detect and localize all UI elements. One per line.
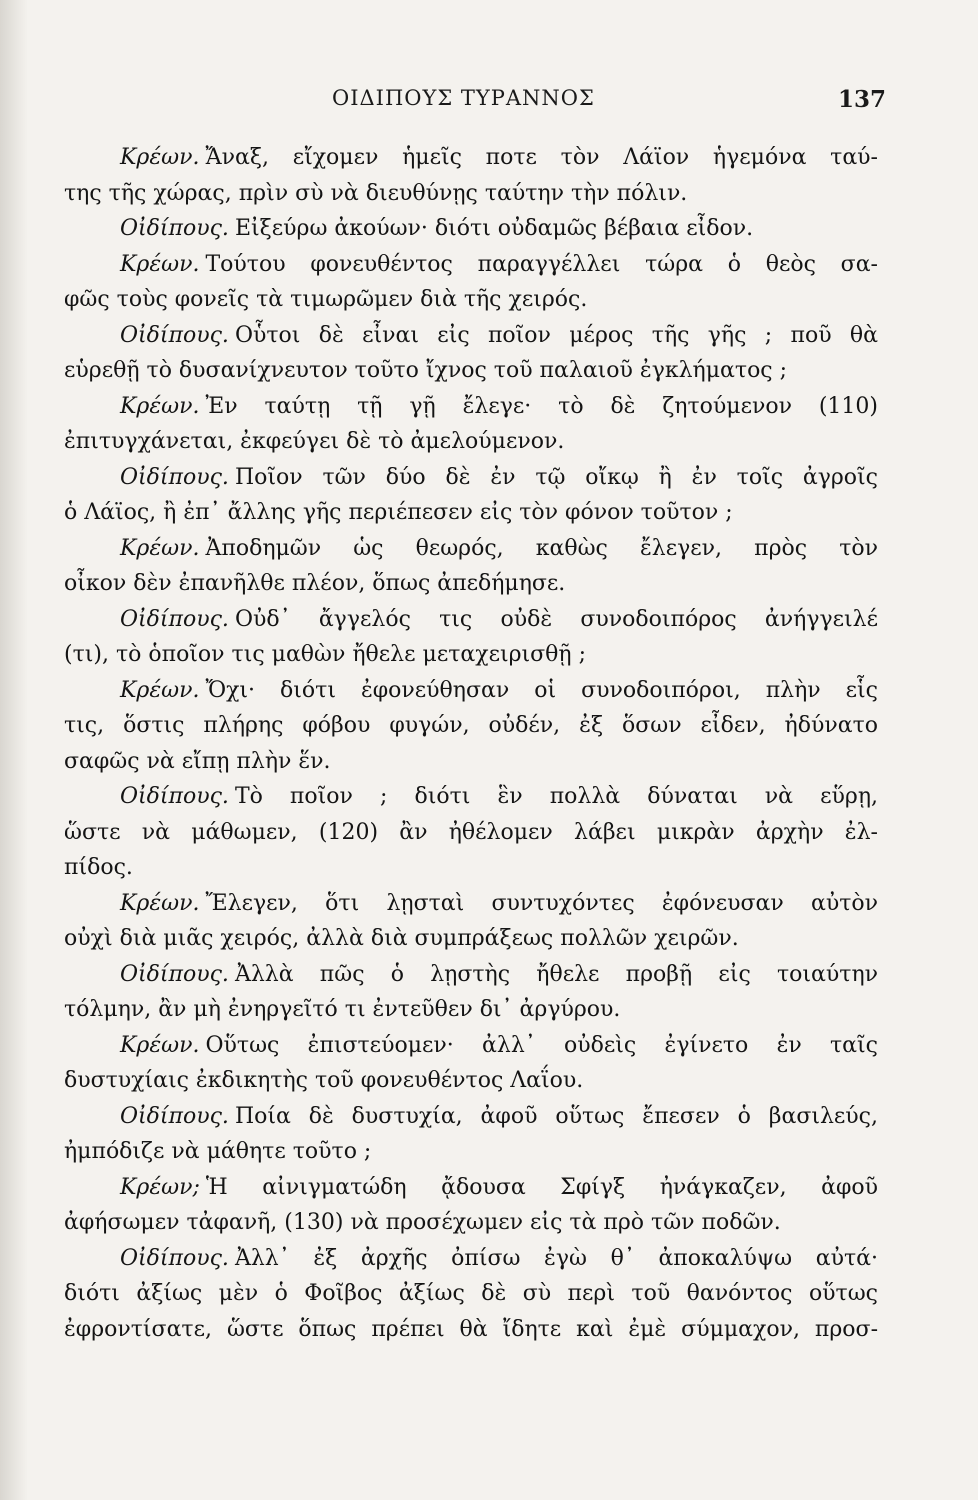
line-text: Ἡ αἰνιγματώδη ᾄδουσα Σφίγξ ἠνάγκαζεν, ἀφοῦ [205,1174,878,1200]
text-line [64,673,878,709]
text-line [64,460,878,496]
line-text: Ἀλλ᾽ ἐξ ἀρχῆς ὀπίσω ἐγὼ θ᾽ ἀποκαλύψω αὐτά· [234,1245,878,1271]
text-line [64,602,878,638]
text-line [64,744,878,780]
line-text: Εἰξεύρω ἀκούων· διότι οὐδαμῶς βέβαια εἶδον. [234,216,754,241]
speaker-name: Οἰδίπους. [120,961,229,987]
text-line [64,282,878,318]
speaker-name: Κρέων. [120,890,200,916]
text-line [64,850,878,886]
line-text: φῶς τοὺς φονεῖς τὰ τιμωρῶμεν διὰ τῆς χειρός. [64,287,588,312]
text-line [64,1241,878,1277]
line-text: τόλμην, ἂν μὴ ἐνηργεῖτό τι ἐντεῦθεν δι᾽ ἀργύρου. [64,997,621,1022]
line-text: Ὄχι· διότι ἐφονεύθησαν οἱ συνοδοιπόροι, πλὴν εἷς [205,677,878,703]
line-text: ἐπιτυγχάνεται, ἐκφεύγει δὲ τὸ ἀμελούμενον. [64,429,565,454]
text-line [64,708,878,744]
running-title: ΟΙΔΙΠΟΥΣ ΤΥΡΑΝΝΟΣ [332,86,595,110]
line-text: ὥστε νὰ μάθωμεν, (120) ἂν ἠθέλομεν λάβει μικρὰν ἀρχὴν ἐλ- [64,819,878,845]
line-text: Τούτου φονευθέντος παραγγέλλει τώρα ὁ θεὸς σα- [205,251,878,277]
text-line [64,353,878,389]
text-line [64,176,878,212]
line-text: ἀφήσωμεν τἀφανῆ, (130) νὰ προσέχωμεν εἰς τὰ πρὸ τῶν ποδῶν. [64,1210,781,1235]
speaker-name: Κρέων. [120,145,200,170]
text-line [64,531,878,567]
text-line [64,921,878,957]
text-line [64,389,878,425]
line-text: τις, ὅστις πλήρης φόβου φυγών, οὐδέν, ἐξ ὅσων εἶδεν, ἠδύνατο [64,713,878,738]
line-text: Ἄναξ, εἴχομεν ἡμεῖς ποτε τὸν Λάϊον ἡγεμόνα ταύ- [205,145,878,170]
text-line [64,424,878,460]
text-line [64,779,878,815]
line-text: ἠμπόδιζε νὰ μάθητε τοῦτο ; [64,1139,372,1164]
line-text: ἐφροντίσατε, ὥστε ὅπως πρέπει θὰ ἴδητε καὶ ἐμὲ σύμμαχον, προσ- [64,1316,878,1342]
line-text: Ἐν ταύτῃ τῇ γῇ ἔλεγε· τὸ δὲ ζητούμενον (110) [205,393,878,419]
speaker-name: Κρέων. [120,251,200,277]
text-line [64,957,878,993]
text-line [64,140,878,176]
dialogue-text [64,140,878,1347]
line-text: οἶκον δὲν ἐπανῆλθε πλέον, ὅπως ἀπεδήμησε. [64,571,566,596]
text-line [64,992,878,1028]
line-text: Ἔλεγεν, ὅτι λῃσταὶ συντυχόντες ἐφόνευσαν αὐτὸν [205,890,878,916]
speaker-name: Κρέων. [120,1032,200,1058]
line-text: Οὐδ᾽ ἄγγελός τις οὐδὲ συνοδοιπόρος ἀνήγγειλέ [234,606,878,632]
text-line [64,1063,878,1099]
line-text: ὁ Λάϊος, ἢ ἐπ᾽ ἄλλης γῆς περιέπεσεν εἰς τὸν φόνον τοῦτον ; [64,500,733,525]
line-text: Τὸ ποῖον ; διότι ἓν πολλὰ δύναται νὰ εὕρῃ, [234,784,878,809]
text-line [64,247,878,283]
text-line [64,495,878,531]
text-line [64,566,878,602]
line-text: Ποῖον τῶν δύο δὲ ἐν τῷ οἴκῳ ἢ ἐν τοῖς ἀγροῖς [234,464,878,490]
text-line [64,886,878,922]
speaker-name: Οἰδίπους. [120,322,229,348]
line-text: δυστυχίαις ἐκδικητὴς τοῦ φονευθέντος Λαΐου. [64,1068,584,1093]
speaker-name: Οἰδίπους. [120,464,229,490]
line-text: Οὗτοι δὲ εἶναι εἰς ποῖον μέρος τῆς γῆς ; ποῦ θὰ [234,322,878,348]
text-line [64,1170,878,1206]
line-text: σαφῶς νὰ εἴπῃ πλὴν ἕν. [64,748,331,774]
line-text: της τῆς χώρας, πρὶν σὺ νὰ διευθύνῃς ταύτην τὴν πόλιν. [64,180,688,206]
speaker-name: Κρέων; [120,1174,200,1200]
speaker-name: Οἰδίπους. [120,1245,229,1271]
speaker-name: Κρέων. [120,535,200,561]
text-line [64,1276,878,1312]
text-line [64,211,878,247]
text-line [64,637,878,673]
line-text: Ποία δὲ δυστυχία, ἀφοῦ οὕτως ἔπεσεν ὁ βασιλεύς, [234,1103,878,1129]
page-header [0,86,978,120]
page-number: 137 [838,86,887,113]
line-text: Οὕτως ἐπιστεύομεν· ἀλλ᾽ οὐδεὶς ἐγίνετο ἐν ταῖς [205,1032,878,1058]
text-line [64,1028,878,1064]
text-line [64,318,878,354]
text-line [64,1099,878,1135]
line-text: πίδος. [64,855,133,880]
text-line [64,1205,878,1241]
text-line [64,1312,878,1348]
page-gutter-shadow [0,0,28,1500]
speaker-name: Κρέων. [120,677,200,703]
speaker-name: Οἰδίπους. [120,606,229,632]
speaker-name: Οἰδίπους. [120,1103,229,1129]
speaker-name: Οἰδίπους. [120,216,229,241]
speaker-name: Κρέων. [120,393,200,419]
line-text: διότι ἀξίως μὲν ὁ Φοῖβος ἀξίως δὲ σὺ περὶ τοῦ θανόντος οὕτως [64,1281,878,1306]
speaker-name: Οἰδίπους. [120,784,229,809]
line-text: εὑρεθῇ τὸ δυσανίχνευτον τοῦτο ἴχνος τοῦ παλαιοῦ ἐγκλήματος ; [64,358,788,383]
line-text: (τι), τὸ ὁποῖον τις μαθὼν ἤθελε μεταχειρισθῇ ; [64,642,587,667]
line-text: οὐχὶ διὰ μιᾶς χειρός, ἀλλὰ διὰ συμπράξεως πολλῶν χειρῶν. [64,926,739,951]
line-text: Ἀλλὰ πῶς ὁ λῃστὴς ἤθελε προβῇ εἰς τοιαύτην [234,961,878,987]
text-line [64,815,878,851]
line-text: Ἀποδημῶν ὡς θεωρός, καθὼς ἔλεγεν, πρὸς τὸν [205,535,878,561]
text-line [64,1134,878,1170]
